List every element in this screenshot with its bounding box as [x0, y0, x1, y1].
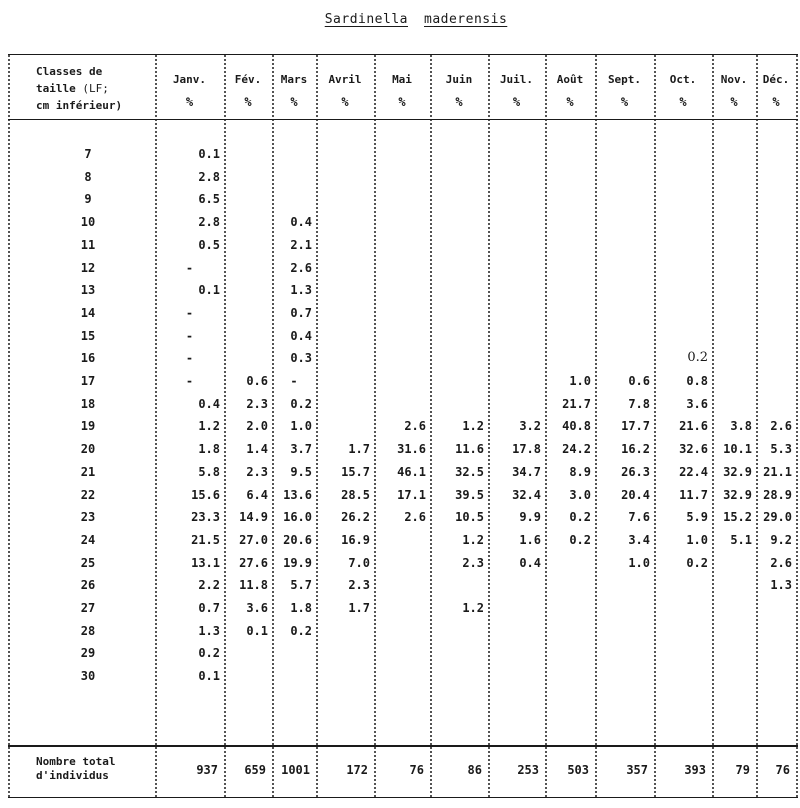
size-distribution-table	[8, 54, 798, 798]
percent-value: 0.2	[198, 646, 220, 661]
size-class: 16	[80, 351, 96, 366]
percent-value: 1.3	[770, 578, 792, 593]
percent-value: -	[185, 260, 194, 275]
percent-value: 2.8	[198, 169, 220, 184]
percent-value: 8.9	[569, 464, 591, 479]
percent-value: -	[185, 328, 194, 343]
percent-symbol: %	[679, 95, 687, 109]
percent-value: 10.5	[455, 510, 484, 525]
percent-value: 15.2	[723, 510, 752, 525]
percent-value: 6.4	[246, 487, 268, 502]
percent-value: 11.7	[679, 487, 708, 502]
percent-value: 7.8	[628, 396, 650, 411]
size-class: 29	[80, 646, 96, 661]
percent-value: 5.7	[290, 578, 312, 593]
percent-value: 20.4	[621, 487, 650, 502]
class-label-lf: (LF;	[82, 82, 109, 95]
title-genus: Sardinella	[324, 12, 408, 27]
size-class: 24	[80, 532, 96, 547]
month-header: Juin	[445, 73, 473, 86]
size-class: 17	[80, 374, 96, 388]
total-value: 659	[244, 763, 266, 777]
percent-value: 3.6	[686, 396, 708, 411]
percent-value: 31.6	[397, 442, 426, 457]
percent-value: 0.8	[686, 374, 708, 388]
percent-value: 3.6	[246, 601, 268, 615]
percent-value: 1.2	[198, 419, 220, 434]
percent-value: 17.7	[621, 419, 650, 434]
percent-value: 0.2	[686, 555, 708, 570]
percent-value: 1.0	[686, 532, 708, 547]
size-class: 14	[80, 305, 96, 320]
percent-value: -	[185, 374, 194, 388]
percent-value: 2.0	[246, 419, 268, 434]
percent-value: 0.1	[198, 669, 220, 684]
month-header: Fév.	[234, 73, 262, 86]
percent-value: 0.1	[198, 147, 220, 161]
percent-value: 6.5	[198, 192, 220, 207]
percent-value: 0.4	[290, 328, 312, 343]
percent-symbol: %	[244, 95, 252, 109]
month-header: Nov.	[720, 73, 748, 86]
percent-value: 26.3	[621, 464, 650, 479]
percent-value: 29.0	[763, 510, 792, 525]
percent-symbol: %	[398, 95, 406, 109]
percent-value: 21.1	[763, 464, 792, 479]
percent-value: 2.6	[404, 510, 426, 525]
percent-value: 1.3	[198, 623, 220, 638]
total-value: 76	[409, 763, 424, 777]
percent-value: 24.2	[562, 442, 591, 457]
percent-value: 32.9	[723, 487, 752, 502]
total-value: 76	[775, 763, 790, 777]
percent-symbol: %	[772, 95, 780, 109]
percent-symbol: %	[455, 95, 463, 109]
percent-value: 0.4	[290, 215, 312, 230]
size-class: 8	[84, 169, 92, 184]
percent-value: 0.3	[290, 351, 312, 366]
percent-value: 40.8	[562, 419, 591, 434]
page-title	[0, 12, 800, 27]
percent-value: 0.7	[290, 305, 312, 320]
percent-value: 0.4	[519, 555, 541, 570]
percent-value: 16.0	[283, 510, 312, 525]
percent-value: 1.6	[519, 532, 541, 547]
class-label-line2	[36, 80, 122, 97]
column-divider	[8, 55, 10, 797]
percent-value: 20.6	[283, 532, 312, 547]
percent-value: 1.2	[462, 601, 484, 615]
month-header: Avril	[328, 73, 362, 86]
month-header: Janv.	[172, 73, 207, 86]
size-class: 30	[80, 669, 96, 684]
total-value: 79	[735, 763, 750, 777]
size-class: 20	[80, 442, 96, 457]
percent-symbol: %	[730, 95, 738, 109]
size-class: 13	[80, 283, 96, 298]
percent-value: 2.1	[290, 237, 312, 252]
size-class: 28	[80, 623, 96, 638]
percent-symbol: %	[290, 95, 298, 109]
percent-value: 0.1	[198, 283, 220, 298]
percent-value: 17.8	[512, 442, 541, 457]
total-label-line1: Nombre total	[36, 755, 116, 768]
size-class: 15	[80, 328, 96, 343]
percent-value: 1.7	[348, 601, 370, 615]
percent-value: 1.7	[348, 442, 370, 457]
total-value: 253	[517, 763, 539, 777]
total-value: 1001	[281, 763, 310, 777]
footer-rule	[8, 745, 798, 747]
percent-value: 1.0	[628, 555, 650, 570]
percent-value: 5.3	[770, 442, 792, 457]
size-class: 9	[84, 192, 92, 207]
percent-value: 5.9	[686, 510, 708, 525]
percent-value: 2.6	[770, 419, 792, 434]
percent-value: 1.2	[462, 419, 484, 434]
percent-value: 27.6	[239, 555, 268, 570]
percent-symbol: %	[185, 95, 194, 109]
header-rule	[8, 119, 798, 120]
percent-value: 3.8	[730, 419, 752, 434]
month-header: Mai	[392, 73, 412, 86]
percent-value: 0.4	[198, 396, 220, 411]
month-header: Mars	[280, 73, 308, 86]
percent-value: 32.4	[512, 487, 541, 502]
percent-value: -	[185, 305, 194, 320]
percent-value: 32.5	[455, 464, 484, 479]
percent-value: 2.6	[770, 555, 792, 570]
percent-value: 28.9	[763, 487, 792, 502]
total-value: 393	[684, 763, 706, 777]
percent-value: 13.1	[191, 555, 220, 570]
percent-value: 2.3	[348, 578, 370, 593]
total-value: 172	[346, 763, 368, 777]
class-label-line3: cm inférieur)	[36, 99, 123, 112]
percent-value: 2.3	[246, 464, 268, 479]
percent-value: 34.7	[512, 464, 541, 479]
percent-value: 1.8	[198, 442, 220, 457]
percent-value: 1.2	[462, 532, 484, 547]
percent-value: 15.7	[341, 464, 370, 479]
percent-value: 2.8	[198, 215, 220, 230]
percent-value: 5.8	[198, 464, 220, 479]
percent-value: 0.2	[569, 532, 591, 547]
percent-value: 21.7	[562, 396, 591, 411]
percent-value: 28.5	[341, 487, 370, 502]
size-class: 7	[84, 147, 92, 161]
percent-value: 39.5	[455, 487, 484, 502]
size-class: 10	[80, 215, 96, 230]
percent-value: 11.8	[239, 578, 268, 593]
percent-value: 3.2	[519, 419, 541, 434]
column-divider	[316, 55, 318, 797]
percent-value: 0.1	[246, 623, 268, 638]
percent-value: 32.9	[723, 464, 752, 479]
percent-value: 1.0	[569, 374, 591, 388]
percent-value: 27.0	[239, 532, 268, 547]
total-value: 86	[467, 763, 482, 777]
percent-value: 16.9	[341, 532, 370, 547]
size-class: 12	[80, 260, 96, 275]
percent-value: 9.9	[519, 510, 541, 525]
percent-value: 0.6	[246, 374, 268, 388]
percent-value: 7.0	[348, 555, 370, 570]
class-label	[36, 63, 122, 114]
month-header: Sept.	[607, 73, 642, 86]
total-label	[36, 755, 115, 783]
percent-value: 0.6	[628, 374, 650, 388]
total-label-line2: d'individus	[36, 769, 109, 782]
percent-value: 3.4	[628, 532, 650, 547]
percent-value: 26.2	[341, 510, 370, 525]
size-class: 22	[80, 487, 96, 502]
size-class: 23	[80, 510, 96, 525]
percent-value: 23.3	[191, 510, 220, 525]
size-class: 11	[80, 237, 96, 252]
percent-value: 10.1	[723, 442, 752, 457]
percent-value: -	[290, 374, 298, 388]
percent-value: 2.6	[290, 260, 312, 275]
percent-value: 9.5	[290, 464, 312, 479]
total-value: 357	[626, 763, 648, 777]
class-label-line1: Classes de	[36, 65, 103, 78]
percent-value: 21.6	[679, 419, 708, 434]
size-class: 27	[80, 601, 96, 615]
percent-value: 13.6	[283, 487, 312, 502]
percent-value: 1.8	[290, 601, 312, 615]
percent-symbol: %	[620, 95, 629, 109]
class-label-taille: taille	[36, 82, 76, 95]
percent-value: 1.4	[246, 442, 268, 457]
title-species: maderensis	[424, 12, 508, 27]
size-class: 25	[80, 555, 96, 570]
percent-value: -	[185, 351, 194, 366]
month-header: Déc.	[762, 73, 790, 86]
percent-symbol: %	[566, 95, 574, 109]
percent-value: 2.6	[404, 419, 426, 434]
percent-symbol: %	[512, 95, 521, 109]
percent-value: 0.2	[290, 396, 312, 411]
month-header: Oct.	[669, 73, 697, 86]
percent-value: 14.9	[239, 510, 268, 525]
size-class: 19	[80, 419, 96, 434]
total-value: 937	[196, 763, 218, 777]
percent-value: 17.1	[397, 487, 426, 502]
percent-value: 2.3	[246, 396, 268, 411]
month-header: Août	[556, 73, 584, 86]
percent-value: 19.9	[283, 555, 312, 570]
percent-value: 2.2	[198, 578, 220, 593]
percent-value: 0.2	[569, 510, 591, 525]
percent-value: 11.6	[455, 442, 484, 457]
percent-value: 5.1	[730, 532, 752, 547]
percent-value: 3.0	[569, 487, 591, 502]
percent-value: 15.6	[191, 487, 220, 502]
total-value: 503	[567, 763, 589, 777]
percent-value: 9.2	[770, 532, 792, 547]
percent-value: 0.2	[687, 350, 708, 366]
percent-value: 2.3	[462, 555, 484, 570]
percent-value: 16.2	[621, 442, 650, 457]
percent-value: 46.1	[397, 464, 426, 479]
percent-value: 21.5	[191, 532, 220, 547]
percent-value: 0.5	[198, 237, 220, 252]
column-divider	[796, 55, 798, 797]
percent-value: 0.7	[198, 601, 220, 615]
percent-value: 3.7	[290, 442, 312, 457]
percent-value: 0.2	[290, 623, 312, 638]
percent-value: 22.4	[679, 464, 708, 479]
percent-value: 7.6	[628, 510, 650, 525]
percent-symbol: %	[341, 95, 349, 109]
size-class: 26	[80, 578, 96, 593]
percent-value: 1.3	[290, 283, 312, 298]
size-class: 21	[80, 464, 96, 479]
size-class: 18	[80, 396, 96, 411]
month-header: Juil.	[499, 73, 534, 86]
percent-value: 1.0	[290, 419, 312, 434]
percent-value: 32.6	[679, 442, 708, 457]
